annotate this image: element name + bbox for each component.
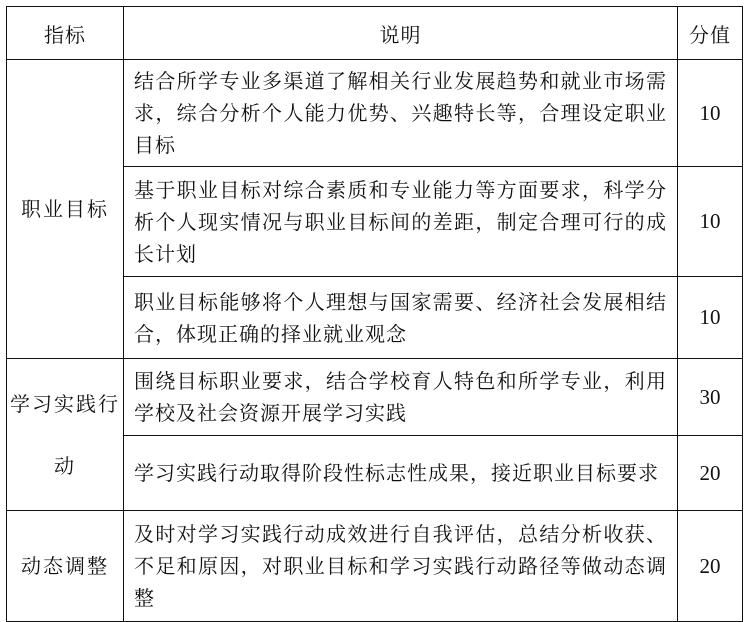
- score-cell: 20: [678, 511, 743, 622]
- header-description: 说明: [124, 7, 678, 60]
- description-cell: 及时对学习实践行动成效进行自我评估，总结分析收获、不足和原因，对职业目标和学习实践行动路径等做动态调整: [124, 511, 678, 622]
- description-cell: 学习实践行动取得阶段性标志性成果，接近职业目标要求: [124, 436, 678, 511]
- description-cell: 围绕目标职业要求，结合学校育人特色和所学专业，利用学校及社会资源开展学习实践: [124, 359, 678, 436]
- indicator-cell-dynamic-adjustment: 动态调整: [7, 511, 124, 622]
- description-cell: 基于职业目标对综合素质和专业能力等方面要求，科学分析个人现实情况与职业目标间的差距，制定合理可行的成长计划: [124, 167, 678, 277]
- table-header-row: [7, 7, 743, 60]
- score-cell: 10: [678, 277, 743, 359]
- indicator-cell-career-goal: 职业目标: [7, 60, 124, 359]
- table-row: [7, 359, 743, 436]
- score-cell: 30: [678, 359, 743, 436]
- header-score: 分值: [678, 7, 743, 60]
- score-cell: 10: [678, 60, 743, 167]
- indicator-cell-learning-practice: 学习实践行动: [7, 359, 124, 511]
- table-row: [7, 511, 743, 622]
- description-cell: 结合所学专业多渠道了解相关行业发展趋势和就业市场需求，综合分析个人能力优势、兴趣特长等，合理设定职业目标: [124, 60, 678, 167]
- table-row: [7, 60, 743, 167]
- score-cell: 20: [678, 436, 743, 511]
- score-cell: 10: [678, 167, 743, 277]
- description-cell: 职业目标能够将个人理想与国家需要、经济社会发展相结合，体现正确的择业就业观念: [124, 277, 678, 359]
- scoring-criteria-table: [6, 6, 743, 622]
- header-indicator: 指标: [7, 7, 124, 60]
